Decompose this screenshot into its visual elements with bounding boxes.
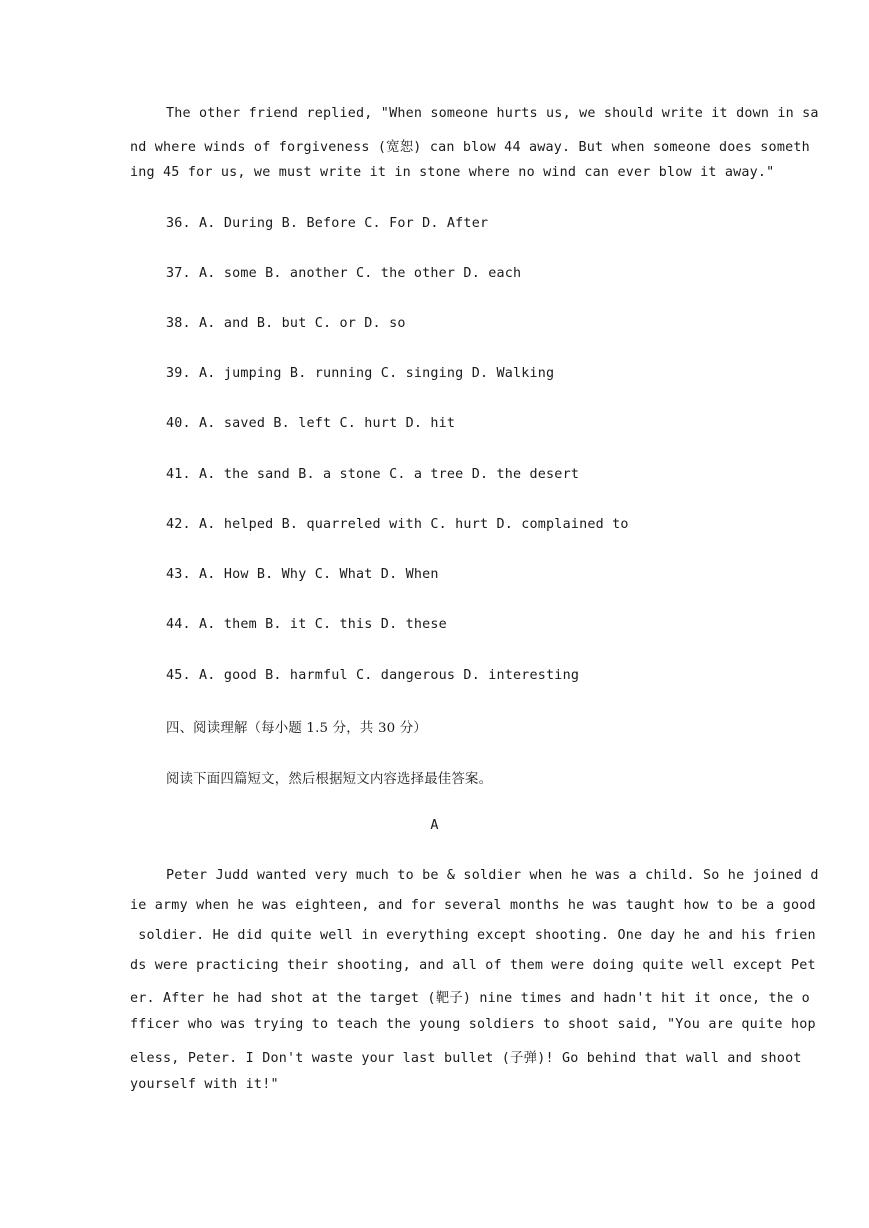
passage-line: yourself with it!" (130, 1077, 279, 1092)
passage-line: fficer who was trying to teach the young soldiers to shoot said, "You are quite hop (130, 1017, 816, 1032)
passage-line: soldier. He did quite well in everything except shooting. One day he and his frien (130, 928, 816, 943)
question-item: 42. A. helped B. quarreled with C. hurt D. complained to (166, 517, 629, 532)
section-heading: 四、阅读理解（每小题 1.5 分，共 30 分） (166, 721, 428, 736)
question-item: 36. A. During B. Before C. For D. After (166, 216, 489, 231)
question-item: 37. A. some B. another C. the other D. each (166, 266, 522, 281)
question-item: 44. A. them B. it C. this D. these (166, 617, 447, 632)
question-item: 39. A. jumping B. running C. singing D. Walking (166, 366, 555, 381)
question-item: 41. A. the sand B. a stone C. a tree D. the desert (166, 467, 580, 482)
question-item: 40. A. saved B. left C. hurt D. hit (166, 416, 456, 431)
passage-line: eless, Peter. I Don't waste your last bullet (子弹)! Go behind that wall and shoot (130, 1051, 802, 1066)
section-instruction: 阅读下面四篇短文，然后根据短文内容选择最佳答案。 (166, 772, 493, 787)
question-item: 45. A. good B. harmful C. dangerous D. interesting (166, 668, 580, 683)
passage-line: The other friend replied, "When someone hurts us, we should write it down in sa (166, 106, 819, 121)
passage-line: ds were practicing their shooting, and all of them were doing quite well except Pet (130, 958, 816, 973)
question-item: 38. A. and B. but C. or D. so (166, 316, 406, 331)
passage-line: Peter Judd wanted very much to be & soldier when he was a child. So he joined d (166, 868, 819, 883)
passage-label: A (430, 818, 439, 833)
question-item: 43. A. How B. Why C. What D. When (166, 567, 439, 582)
passage-line: ie army when he was eighteen, and for several months he was taught how to be a good (130, 898, 816, 913)
passage-line: nd where winds of forgiveness (宽恕) can blow 44 away. But when someone does someth (130, 140, 810, 155)
passage-line: ing 45 for us, we must write it in stone where no wind can ever blow it away." (130, 165, 775, 180)
passage-line: er. After he had shot at the target (靶子) nine times and hadn't hit it once, the o (130, 991, 810, 1006)
